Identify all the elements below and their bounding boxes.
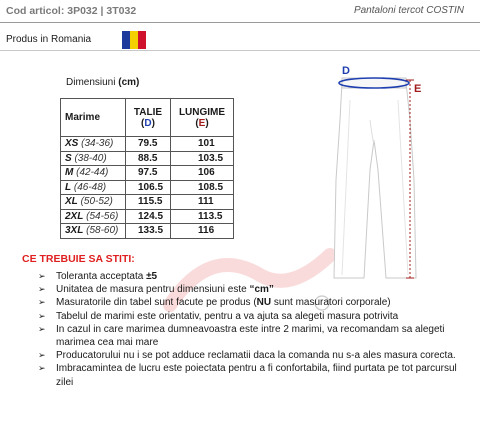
size-cell <box>61 166 126 181</box>
notes-list <box>38 270 468 389</box>
size-label: XS <box>65 138 79 150</box>
origin-text: Produs in Romania <box>6 34 92 45</box>
talie-value: 79.5 <box>126 137 171 152</box>
note-emphasis: ±5 <box>146 271 158 282</box>
size-label: 3XL <box>65 225 84 237</box>
talie-value: 124.5 <box>126 209 171 224</box>
talie-value: 88.5 <box>126 151 171 166</box>
talie-value: 97.5 <box>126 166 171 181</box>
note-text: Producatorului nu i se pot adduce reclamatii daca la comanda nu s-a ales masura corecta. <box>56 350 456 362</box>
arrow-bullet-icon: ➢ <box>38 310 46 321</box>
lungime-value: 111 <box>171 195 234 210</box>
size-table-body <box>61 137 234 239</box>
talie-value: 115.5 <box>126 195 171 210</box>
note-item <box>38 362 468 388</box>
talie-value: 133.5 <box>126 224 171 239</box>
size-range: (42-44) <box>76 167 109 179</box>
header-talie-letter: (D) <box>141 117 155 129</box>
table-row <box>61 224 234 239</box>
header-talie-label: TALIE <box>133 106 163 118</box>
flag-stripe-blue <box>122 31 130 49</box>
lungime-value: 103.5 <box>171 151 234 166</box>
dimensions-title-prefix: Dimensiuni <box>66 77 119 88</box>
table-row <box>61 137 234 152</box>
size-range: (54-56) <box>86 210 119 222</box>
header-lungime <box>171 99 234 137</box>
table-row <box>61 151 234 166</box>
table-row <box>61 166 234 181</box>
note-item <box>38 349 468 362</box>
document-header <box>0 0 480 22</box>
header-talie <box>126 99 171 137</box>
size-range: (34-36) <box>81 138 114 150</box>
table-row <box>61 180 234 195</box>
arrow-bullet-icon: ➢ <box>38 271 46 281</box>
note-item <box>38 310 468 323</box>
talie-value: 106.5 <box>126 180 171 195</box>
arrow-bullet-icon: ➢ <box>38 284 46 295</box>
size-cell <box>61 151 126 166</box>
size-range: (38-40) <box>74 152 107 164</box>
note-text: In cazul in care marimea dumneavoastra este intre 2 marimi, va recomandam sa alegeti marimea cea mai mare <box>56 323 445 349</box>
size-cell <box>61 180 126 195</box>
note-text: Imbracamintea de lucru este poiectata pentru a fi confortabila, fiind purtata pe tot parcursul zilei <box>56 363 457 388</box>
notes-title: CE TREBUIE SA STITI: <box>22 253 135 265</box>
note-emphasis: NU <box>256 297 272 309</box>
note-item <box>38 296 468 309</box>
label-d: D <box>342 65 350 77</box>
arrow-bullet-icon: ➢ <box>38 363 46 374</box>
size-range: (58-60) <box>86 225 119 237</box>
header-size: Marime <box>61 99 126 137</box>
lungime-value: 108.5 <box>171 180 234 195</box>
lungime-value: 101 <box>171 137 234 152</box>
note-text: Tabelul de marimi este orientativ, pentru a va ajuta sa alegeti masura potrivita <box>56 310 399 322</box>
size-cell <box>61 209 126 224</box>
size-range: (46-48) <box>73 181 107 193</box>
note-text: Toleranta acceptata <box>56 271 147 282</box>
size-label: S <box>65 152 72 164</box>
note-item <box>38 323 468 349</box>
size-label: XL <box>65 196 78 208</box>
dimensions-title-unit: (cm) <box>118 77 140 88</box>
pants-illustration <box>320 60 440 288</box>
size-label: M <box>65 167 74 179</box>
article-code: Cod articol: 3P032 | 3T032 <box>6 5 137 17</box>
header-divider <box>0 22 480 23</box>
label-e: E <box>414 83 422 95</box>
size-cell <box>61 224 126 239</box>
romania-flag-icon <box>122 31 146 49</box>
table-row <box>61 195 234 210</box>
arrow-bullet-icon: ➢ <box>38 297 46 308</box>
product-title: Pantaloni tercot COSTIN <box>353 5 464 16</box>
arrow-bullet-icon: ➢ <box>38 350 46 361</box>
table-row <box>61 209 234 224</box>
note-text-tail: sunt masuratori corporale) <box>271 297 391 309</box>
dimensions-title <box>66 77 139 88</box>
size-table <box>60 98 234 239</box>
header-lungime-letter: (E) <box>195 117 209 129</box>
size-label: L <box>65 181 72 193</box>
size-cell <box>61 195 126 210</box>
lungime-value: 113.5 <box>171 209 234 224</box>
size-label: 2XL <box>65 210 84 222</box>
flag-stripe-yellow <box>130 31 138 49</box>
size-table-header <box>61 99 234 137</box>
note-item <box>38 270 468 283</box>
note-emphasis: “cm” <box>249 284 274 296</box>
note-text: Unitatea de masura pentru dimensiuni este <box>56 284 250 296</box>
lungime-value: 116 <box>171 224 234 239</box>
size-range: (50-52) <box>80 196 113 208</box>
flag-stripe-red <box>138 31 146 49</box>
arrow-bullet-icon: ➢ <box>38 323 46 334</box>
size-cell <box>61 137 126 152</box>
pants-diagram <box>320 60 440 288</box>
lungime-value: 106 <box>171 166 234 181</box>
origin-divider <box>0 50 480 51</box>
note-text: Masuratorile din tabel sunt facute pe produs ( <box>56 297 257 309</box>
header-lungime-label: LUNGIME <box>178 106 226 118</box>
note-item <box>38 283 468 296</box>
